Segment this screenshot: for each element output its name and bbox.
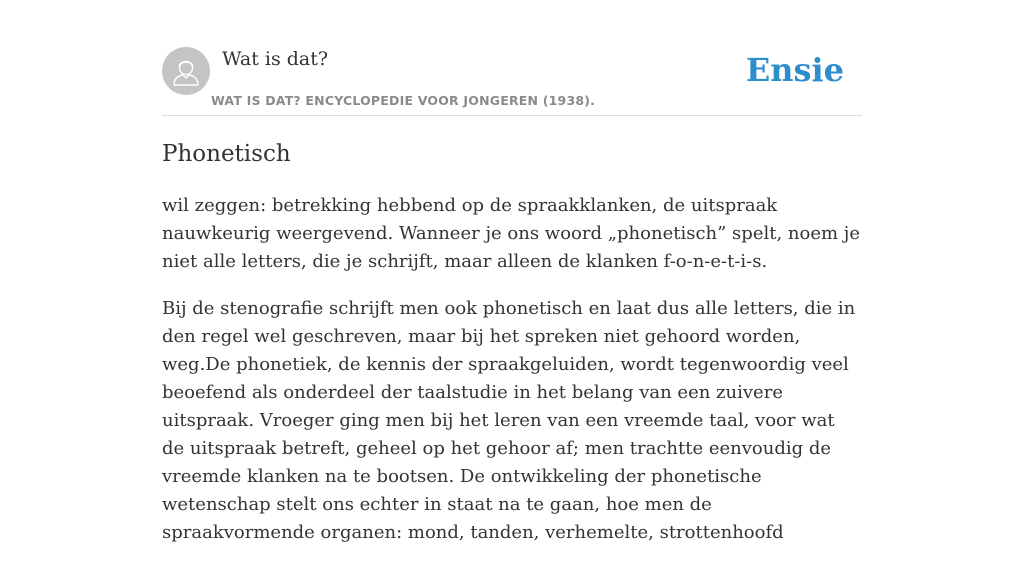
entry-paragraph: Bij de stenografie schrijft men ook phonetisch en laat dus alle letters, die in den regel wel geschreven, maar bij het spreken niet gehoord worden, weg.De phonetiek, de kennis der spraakgeluiden, wordt tegenwoordig veel beoefend als onderdeel der taalstudie in het belang van een zuivere uitspraak. Vroeger ging men bij het leren van een vreemde taal, voor wat de uitspraak betreft, geheel op het gehoor af; men trachtte eenvoudig de vreemde klanken na te bootsen. De ontwikkeling der phonetische wetenschap stelt ons echter in staat na te gaan, hoe men de spraakvormende organen: mond, tanden, verhemelte, strottenhoofd xyxy=(162,298,856,543)
entry-title: Phonetisch xyxy=(162,141,291,167)
ensie-logo[interactable]: Ensie xyxy=(745,51,844,89)
author-name[interactable]: Wat is dat? xyxy=(222,48,329,70)
user-silhouette-icon xyxy=(162,47,210,95)
entry-body xyxy=(162,192,862,566)
entry-paragraph: wil zeggen: betrekking hebbend op de spraakklanken, de uitspraak nauwkeurig weergevend. Wanneer je ons woord „phonetisch” spelt, noem je niet alle letters, die je schrijft, maar alleen de klanken f-o-n-e-t-i-s. xyxy=(162,195,861,272)
avatar[interactable] xyxy=(162,47,210,95)
entry-header xyxy=(162,47,862,116)
source-citation[interactable]: WAT IS DAT? ENCYCLOPEDIE VOOR JONGEREN (1938). xyxy=(211,93,596,108)
